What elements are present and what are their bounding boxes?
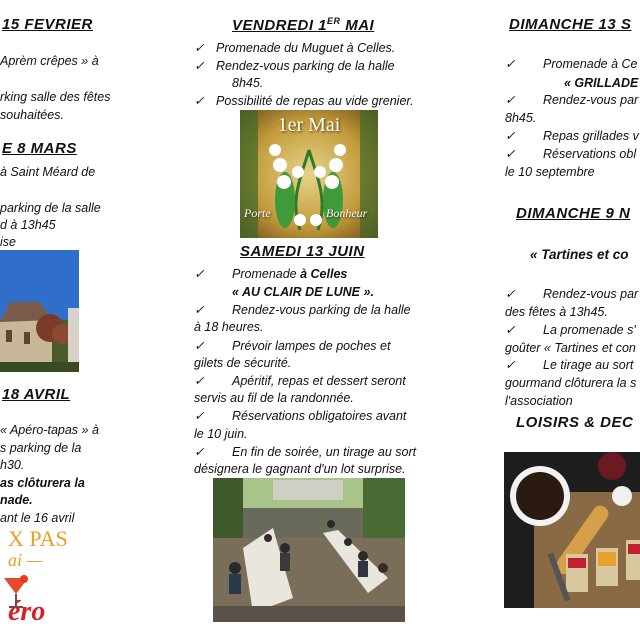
may-item-2b: 8h45. xyxy=(232,76,264,90)
june-item-2b: à 18 heures. xyxy=(194,320,264,334)
left-line-9: s parking de la xyxy=(0,441,82,455)
breakfast-photo xyxy=(504,452,640,608)
heading-dimanche-13-sept: DIMANCHE 13 S xyxy=(509,16,632,33)
left-line-6: d à 13h45 xyxy=(0,218,56,232)
sept-item-2b: 8h45. xyxy=(505,111,537,125)
left-line-12: nade. xyxy=(0,493,33,507)
june-item-6: ✓ En fin de soirée, un tirage au sort xyxy=(194,445,417,459)
sept-item-2: ✓ Rendez-vous par xyxy=(505,93,639,107)
june-item-3: ✓ Prévoir lampes de poches et xyxy=(194,339,391,353)
heading-8-mars: E 8 MARS xyxy=(2,140,77,157)
heading-18-avril: 18 AVRIL xyxy=(2,386,71,403)
heading-vendredi-1er-mai: VENDREDI 1ER MAI xyxy=(232,16,375,34)
sept-item-1: ✓ Promenade à Ce xyxy=(505,57,638,71)
june-item-6b: désignera le gagnant d'un lot surprise. xyxy=(194,462,406,476)
may-item-3: ✓ Possibilité de repas au vide grenier. xyxy=(194,94,414,108)
left-line-7: ise xyxy=(0,235,16,249)
logo-bottom-text: éro xyxy=(8,596,46,627)
village-photo xyxy=(0,250,79,372)
left-line-11: as clôturera la xyxy=(0,476,85,490)
june-item-3b: gilets de sécurité. xyxy=(194,356,292,370)
heading-samedi-13-juin: SAMEDI 13 JUIN xyxy=(240,243,365,260)
nov-item-2b: goûter « Tartines et con xyxy=(505,341,636,355)
may-item-1: ✓ Promenade du Muguet à Celles. xyxy=(194,41,396,55)
left-line-2: rking salle des fêtes xyxy=(0,90,111,104)
logo-mid-text: ai — xyxy=(8,550,43,570)
left-line-13: ant le 16 avril xyxy=(0,511,75,525)
nov-item-1b: des fêtes à 13h45. xyxy=(505,305,608,319)
left-line-10: h30. xyxy=(0,458,25,472)
muguet-image xyxy=(240,110,378,238)
nov-item-3b: gourmand clôturera la s xyxy=(505,376,637,390)
may-item-2: ✓ Rendez-vous parking de la halle xyxy=(194,59,395,73)
heading-loisirs: LOISIRS & DEC xyxy=(516,414,634,431)
sept-item-4: ✓ Réservations obl xyxy=(505,147,637,161)
apero-logo xyxy=(0,526,70,636)
nov-item-2: ✓ La promenade s' xyxy=(505,323,636,337)
heading-dimanche-9-nov: DIMANCHE 9 N xyxy=(516,205,631,222)
sept-item-1-title: « GRILLADE xyxy=(564,76,639,90)
nov-item-1: ✓ Rendez-vous par xyxy=(505,287,639,301)
outdoor-dinner-photo xyxy=(213,478,405,622)
muguet-title: 1er Mai xyxy=(277,114,341,136)
june-item-4b: servis au fil de la randonnée. xyxy=(194,391,354,405)
june-item-5b: le 10 juin. xyxy=(194,427,248,441)
june-item-1-title: « AU CLAIR DE LUNE ». xyxy=(232,285,374,299)
left-line-1: Aprèm crêpes » à xyxy=(0,54,99,68)
june-item-4: ✓ Apéritif, repas et dessert seront xyxy=(194,374,406,388)
left-line-5: parking de la salle xyxy=(0,201,101,215)
june-item-2: ✓ Rendez-vous parking de la halle xyxy=(194,303,411,317)
muguet-left-text: Porte xyxy=(244,206,271,220)
left-line-4: à Saint Méard de xyxy=(0,165,96,179)
sept-item-4b: le 10 septembre xyxy=(505,165,595,179)
nov-item-3: ✓ Le tirage au sort xyxy=(505,358,634,372)
june-item-1: ✓ Promenade à Celles xyxy=(194,267,348,281)
left-line-8: « Apéro-tapas » à xyxy=(0,423,99,437)
june-item-5: ✓ Réservations obligatoires avant xyxy=(194,409,407,423)
nov-item-3c: l'association xyxy=(505,394,573,408)
muguet-right-text: Bonheur xyxy=(326,206,368,220)
left-line-3: souhaitées. xyxy=(0,108,64,122)
heading-15-fevrier: 15 FEVRIER xyxy=(2,16,93,33)
logo-top-text: X PAS xyxy=(8,526,68,551)
nov-title: « Tartines et co xyxy=(530,247,629,262)
sept-item-3: ✓ Repas grillades v xyxy=(505,129,639,143)
